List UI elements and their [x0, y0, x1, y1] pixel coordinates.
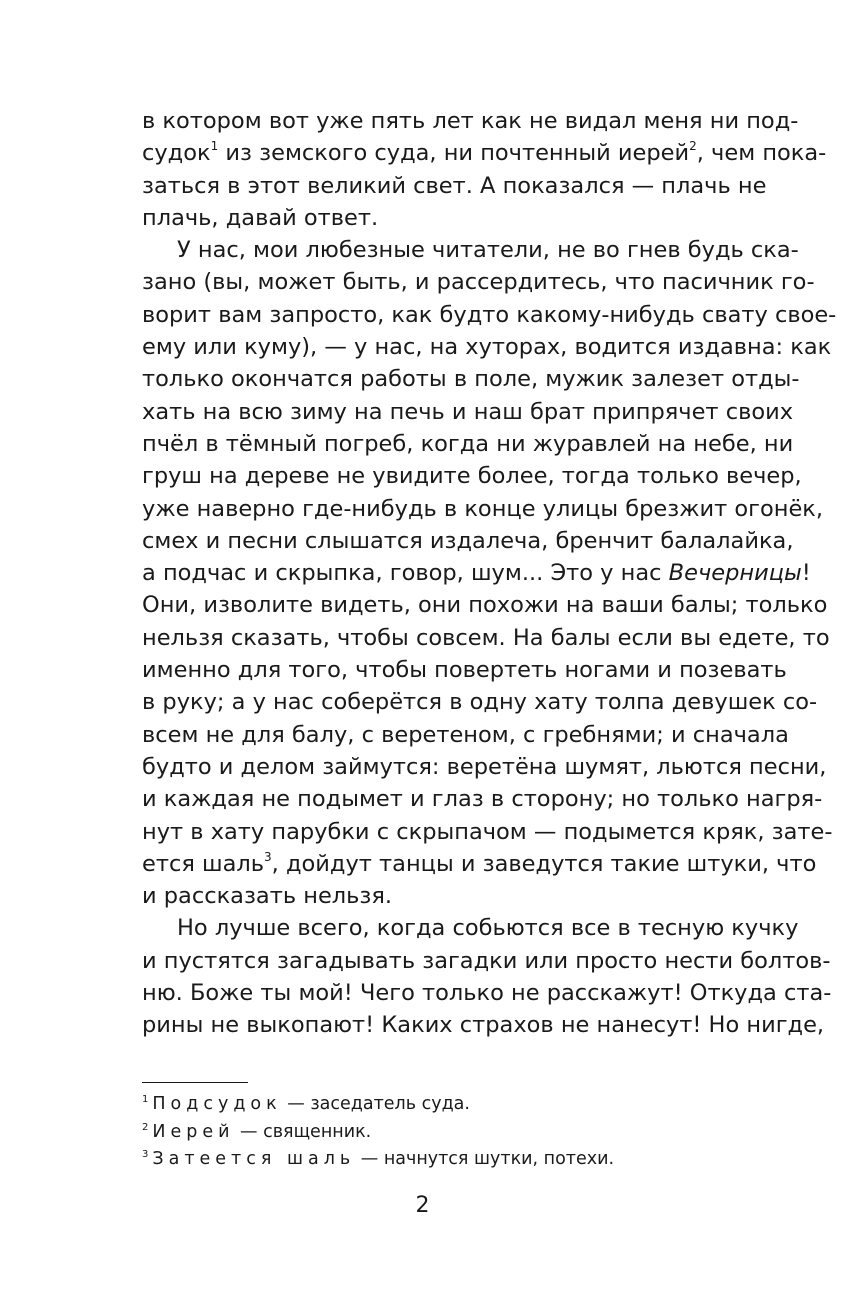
footnotes	[142, 1091, 762, 1174]
page-number: 2	[415, 1193, 430, 1218]
text-line: ется шаль$^3$, дойдут танцы и заведутся такие штуки, что	[142, 849, 817, 877]
text-line: уже наверно где-нибудь в конце улицы брезжит огонёк,	[142, 495, 824, 522]
text-line: У нас, мои любезные читатели, не во гнев будь ска-	[177, 237, 799, 264]
text-line: Но лучше всего, когда собьются все в тесную кучку	[177, 915, 799, 942]
footnote-term: Иерей	[152, 1121, 235, 1142]
text-line: будто и делом займутся: веретёна шумят, льются песни,	[142, 753, 827, 780]
text-line: в котором вот уже пять лет как не видал меня ни под-	[142, 108, 799, 134]
footnote-3: $^3$ Затеется шаль — начнутся шутки, потехи.	[142, 1149, 615, 1169]
emphasis: Вечерницы	[668, 560, 802, 587]
footnote-ref[interactable]: 2	[689, 139, 697, 154]
text-line: рины не выкопают! Каких страхов не нанесут! Но нигде,	[142, 1012, 825, 1039]
footnote-term: Подсудок	[152, 1094, 282, 1114]
text-line: в руку; а у нас соберётся в одну хату толпа девушек со-	[142, 689, 818, 716]
text-line: зано (вы, может быть, и рассердитесь, что пасичник го-	[142, 269, 815, 296]
footnote-ref[interactable]: 1	[210, 139, 219, 154]
text-line: хать на всю зиму на печь и наш брат припрячет своих	[142, 398, 794, 425]
text-line: нут в хату парубки с скрыпачом — подымется кряк, зате-	[142, 818, 833, 845]
text-line: а подчас и скрыпка, говор, шум... Это у нас Вечерницы!	[142, 560, 811, 587]
footnote-2: $^2$ Иерей — священник.	[142, 1121, 372, 1142]
text-line: ню. Боже ты мой! Чего только не расскажут! Откуда ста-	[142, 980, 832, 1007]
text-line: груш на дереве не увидите более, тогда только вечер,	[142, 463, 802, 490]
text-line: именно для того, чтобы повертеть ногами и позевать	[142, 657, 787, 684]
text-line: и каждая не подымет и глаз в сторону; но только нагря-	[142, 786, 823, 813]
text-line: Они, изволите видеть, они похожи на ваши балы; только	[142, 592, 828, 619]
text-line: пчёл в тёмный погреб, когда ни журавлей на небе, ни	[142, 430, 794, 457]
text-line: только окончатся работы в поле, мужик залезет отды-	[142, 366, 800, 393]
text-line: плачь, давай ответ.	[142, 204, 379, 231]
main-text	[142, 105, 837, 1042]
text-line: и пустятся загадывать загадки или просто нести болтов-	[142, 947, 831, 974]
text-line: ворит вам запросто, как будто какому-нибудь свату свое-	[142, 301, 837, 328]
text-line: нельзя сказать, чтобы совсем. На балы если вы едете, то	[142, 624, 830, 651]
text-line: и рассказать нельзя.	[142, 883, 393, 910]
text-line: смех и песни слышатся издалеча, бренчит балалайка,	[142, 527, 794, 554]
footnote-divider	[142, 1082, 248, 1083]
text-line: ему или куму), — у нас, на хуторах, водится издавна: как	[142, 334, 832, 361]
text-line: всем не для балу, с веретеном, с гребнями; и сначала	[142, 721, 789, 748]
footnote-ref[interactable]: 3	[264, 849, 272, 864]
text-line: заться в этот великий свет. А показался — плачь не	[142, 172, 767, 199]
footnote-1: $^1$ Подсудок — заседатель суда.	[142, 1094, 470, 1114]
text-line: судок$^1$ из земского суда, ни почтенный иерей$^2$, чем пока-	[142, 139, 827, 167]
footnote-term: Затеется шаль	[152, 1149, 356, 1169]
